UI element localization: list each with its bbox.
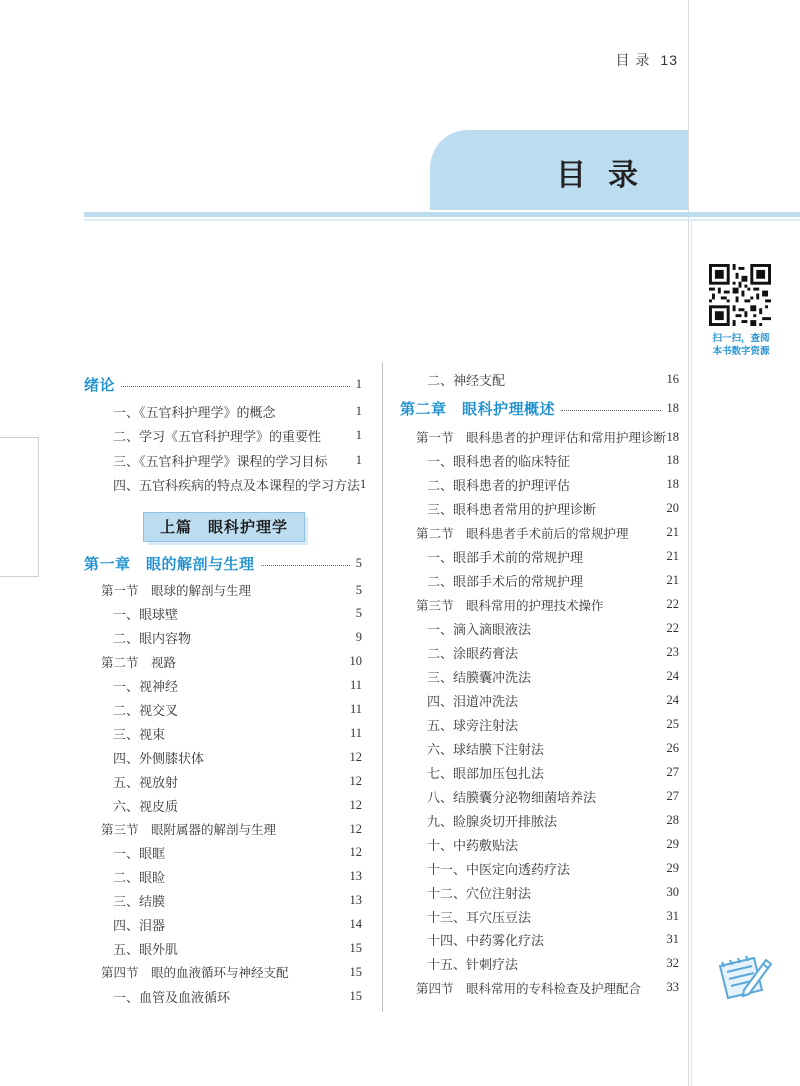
toc-item-page: 31 [666, 908, 679, 923]
toc-item[interactable] [427, 761, 679, 783]
toc-item-label: 二、眼内容物 [113, 631, 192, 647]
toc-item-label: 四、五官科疾病的特点及本课程的学习方法 [113, 478, 361, 493]
toc-item[interactable] [427, 905, 679, 927]
column-divider [382, 362, 383, 1012]
toc-item[interactable] [427, 833, 679, 855]
toc-item-page: 11 [349, 702, 362, 716]
toc-item[interactable] [113, 770, 362, 792]
toc-item[interactable] [427, 689, 679, 711]
toc-item-label: 一、眼科患者的临床特征 [427, 454, 571, 470]
toc-section[interactable] [416, 426, 679, 448]
toc-item[interactable] [113, 914, 362, 936]
toc-item-label: 六、视皮质 [113, 798, 179, 814]
toc-item-page: 30 [666, 884, 679, 899]
toc-item[interactable] [113, 449, 362, 471]
toc-item-label: 八、结膜囊分泌物细菌培养法 [427, 789, 597, 805]
toc-item-label: 一、《五官科护理学》的概念 [113, 404, 276, 420]
toc-item-label: 三、眼科患者常用的护理诊断 [427, 502, 597, 518]
toc-item-label: 六、球结膜下注射法 [427, 741, 545, 757]
toc-item[interactable] [427, 929, 679, 951]
toc-item-label: 一、视神经 [113, 679, 179, 695]
page-edge-tab [0, 437, 39, 577]
toc-item-page: 1 [355, 428, 362, 442]
toc-section-label: 第二节 视路 [101, 654, 177, 670]
toc-item-page: 23 [666, 645, 679, 660]
edit-notes-icon [714, 950, 774, 1006]
toc-item[interactable] [427, 857, 679, 879]
qr-code-icon[interactable] [709, 264, 771, 326]
toc-item-page: 22 [666, 621, 679, 636]
toc-item-page: 26 [666, 740, 679, 755]
toc-item-label: 二、眼睑 [113, 870, 166, 886]
toc-section[interactable] [101, 579, 362, 601]
toc-item-label: 二、神经支配 [427, 372, 506, 388]
chapter-2-label: 第二章 眼科护理概述 [400, 399, 556, 418]
toc-item-page: 13 [349, 893, 362, 908]
toc-item-page: 18 [666, 477, 679, 492]
toc-item-page: 24 [666, 669, 679, 683]
toc-item-label: 三、《五官科护理学》课程的学习目标 [113, 453, 328, 469]
leader-dots [121, 386, 350, 387]
toc-item-page: 12 [349, 845, 362, 860]
toc-section[interactable] [101, 961, 362, 983]
page-number: 13 [660, 52, 678, 68]
toc-item-page: 21 [666, 549, 679, 564]
toc-item-page: 31 [666, 932, 679, 947]
toc-item[interactable] [113, 400, 362, 422]
toc-item[interactable] [113, 699, 362, 721]
toc-item-label: 一、眼眶 [113, 846, 166, 862]
toc-item-label: 十五、针刺疗法 [427, 957, 519, 973]
toc-section-page: 21 [666, 525, 679, 540]
toc-item[interactable] [113, 474, 367, 496]
toc-item[interactable] [427, 450, 679, 472]
toc-item[interactable] [427, 953, 679, 975]
toc-item-page: 24 [666, 692, 679, 707]
toc-item-label: 二、视交叉 [113, 703, 179, 718]
toc-item-page: 5 [355, 606, 362, 621]
chapter-1-page: 5 [355, 555, 362, 570]
toc-item[interactable] [427, 809, 679, 831]
toc-item[interactable] [427, 368, 679, 390]
toc-item-page: 29 [666, 860, 679, 875]
toc-item-label: 一、眼球壁 [113, 607, 179, 623]
title-rule-thin [84, 219, 800, 221]
toc-section-page: 22 [666, 597, 679, 612]
toc-item-page: 20 [666, 501, 679, 516]
toc-item-label: 九、睑腺炎切开排脓法 [427, 813, 558, 829]
toc-section-page: 12 [349, 821, 362, 836]
toc-item-label: 四、泪器 [113, 918, 166, 934]
toc-item-page: 25 [666, 716, 679, 731]
toc-section-label: 第二节 眼科患者手术前后的常规护理 [416, 525, 629, 541]
toc-item-page: 12 [349, 797, 362, 812]
toc-item-label: 三、结膜囊冲洗法 [427, 670, 532, 685]
toc-item[interactable] [113, 890, 362, 912]
leader-dots [261, 565, 350, 566]
toc-item[interactable] [427, 498, 679, 520]
toc-item[interactable] [427, 737, 679, 759]
toc-section[interactable] [416, 594, 679, 616]
toc-item-label: 一、滴入滴眼液法 [427, 622, 532, 638]
toc-item[interactable] [427, 546, 679, 568]
toc-item-label: 二、眼科患者的护理评估 [427, 478, 571, 494]
toc-section-page: 18 [666, 429, 679, 444]
toc-item-page: 18 [666, 453, 679, 468]
toc-item[interactable] [427, 570, 679, 592]
toc-item[interactable] [427, 666, 679, 688]
toc-item-label: 十一、中医定向透药疗法 [427, 861, 571, 877]
toc-item[interactable] [427, 881, 679, 903]
toc-item-page: 16 [666, 371, 679, 386]
toc-item-page: 13 [349, 869, 362, 884]
toc-item-page: 1 [360, 477, 367, 491]
toc-section-page: 15 [349, 964, 362, 979]
leader-dots [561, 410, 660, 411]
toc-item-page: 12 [349, 773, 362, 788]
toc-section-label: 第四节 眼科常用的专科检查及护理配合 [416, 980, 642, 996]
toc-item[interactable] [113, 985, 362, 1007]
toc-item-label: 三、视束 [113, 726, 166, 742]
toc-item[interactable] [113, 842, 362, 864]
toc-item-label: 二、学习《五官科护理学》的重要性 [113, 429, 322, 444]
toc-item-label: 十四、中药雾化疗法 [427, 933, 545, 949]
toc-item-label: 二、眼部手术后的常规护理 [427, 574, 584, 590]
qr-caption-line2: 本书数字资源 [712, 346, 770, 357]
toc-item-label: 四、外侧膝状体 [113, 750, 205, 766]
page-title: 目录 [556, 158, 660, 193]
title-band [430, 130, 688, 210]
toc-item-page: 15 [349, 988, 362, 1003]
toc-item-page: 12 [349, 749, 362, 764]
toc-item-label: 五、眼外肌 [113, 942, 179, 957]
toc-item[interactable] [427, 618, 679, 640]
chapter-2-page: 18 [666, 400, 679, 415]
toc-intro-entry[interactable] [84, 373, 362, 395]
toc-item[interactable] [113, 794, 362, 816]
toc-item[interactable] [113, 425, 362, 447]
toc-item-label: 五、球旁注射法 [427, 717, 519, 733]
toc-item[interactable] [113, 938, 362, 960]
toc-item-page: 1 [355, 403, 362, 418]
toc-item[interactable] [113, 675, 362, 697]
toc-section-label: 第三节 眼附属器的解剖与生理 [101, 822, 277, 837]
toc-item[interactable] [427, 474, 679, 496]
toc-item-page: 28 [666, 812, 679, 827]
toc-item-label: 五、视放射 [113, 774, 179, 790]
toc-item-page: 27 [666, 788, 679, 803]
toc-chapter-1[interactable] [84, 552, 362, 574]
toc-item-label: 三、结膜 [113, 894, 166, 910]
toc-item-label: 十、中药敷贴法 [427, 837, 519, 853]
intro-label: 绪论 [84, 375, 116, 394]
toc-section[interactable] [101, 818, 362, 840]
title-rule [84, 212, 800, 217]
toc-chapter-2[interactable] [400, 397, 679, 419]
toc-item-page: 1 [355, 452, 362, 467]
toc-item[interactable] [113, 866, 362, 888]
part-heading: 上篇 眼科护理学 [143, 512, 305, 542]
toc-section-page: 10 [349, 654, 362, 669]
toc-item-page: 21 [666, 573, 679, 588]
toc-section[interactable] [101, 651, 362, 673]
toc-item[interactable] [113, 746, 362, 768]
qr-caption [700, 332, 782, 358]
toc-item[interactable] [427, 642, 679, 664]
toc-item[interactable] [427, 713, 679, 735]
toc-item[interactable] [427, 785, 679, 807]
toc-item-label: 二、涂眼药膏法 [427, 646, 519, 662]
toc-item-page: 32 [666, 956, 679, 971]
toc-item-page: 9 [355, 630, 362, 645]
toc-item-page: 27 [666, 764, 679, 779]
toc-section[interactable] [416, 977, 679, 999]
toc-item-page: 14 [349, 917, 362, 932]
margin-line-inner [691, 220, 692, 1086]
toc-item-page: 29 [666, 836, 679, 851]
toc-item-label: 一、血管及血液循环 [113, 989, 231, 1005]
toc-item-label: 十二、穴位注射法 [427, 885, 532, 901]
toc-item[interactable] [113, 627, 362, 649]
toc-item-page: 11 [349, 678, 362, 693]
toc-section-label: 第一节 眼球的解剖与生理 [101, 583, 252, 598]
toc-section-page: 5 [355, 582, 362, 597]
running-header [616, 50, 678, 70]
toc-item-label: 七、眼部加压包扎法 [427, 765, 545, 781]
toc-item-page: 11 [349, 725, 362, 740]
toc-section[interactable] [416, 522, 679, 544]
toc-section-label: 第三节 眼科常用的护理技术操作 [416, 597, 604, 613]
toc-section-label: 第四节 眼的血液循环与神经支配 [101, 965, 289, 981]
qr-caption-line1: 扫一扫，查阅 [712, 333, 770, 344]
toc-item-label: 十三、耳穴压豆法 [427, 909, 532, 925]
toc-item-label: 四、泪道冲洗法 [427, 693, 519, 709]
margin-line [688, 0, 689, 1086]
intro-page: 1 [355, 376, 362, 391]
toc-section-page: 33 [666, 980, 679, 995]
toc-item-page: 15 [349, 941, 362, 955]
toc-item[interactable] [113, 722, 362, 744]
chapter-1-label: 第一章 眼的解剖与生理 [84, 554, 255, 573]
toc-section-label: 第一节 眼科患者的护理评估和常用护理诊断 [416, 430, 667, 445]
toc-item-label: 一、眼部手术前的常规护理 [427, 550, 584, 566]
toc-item[interactable] [113, 603, 362, 625]
running-title: 目 录 [615, 52, 651, 68]
